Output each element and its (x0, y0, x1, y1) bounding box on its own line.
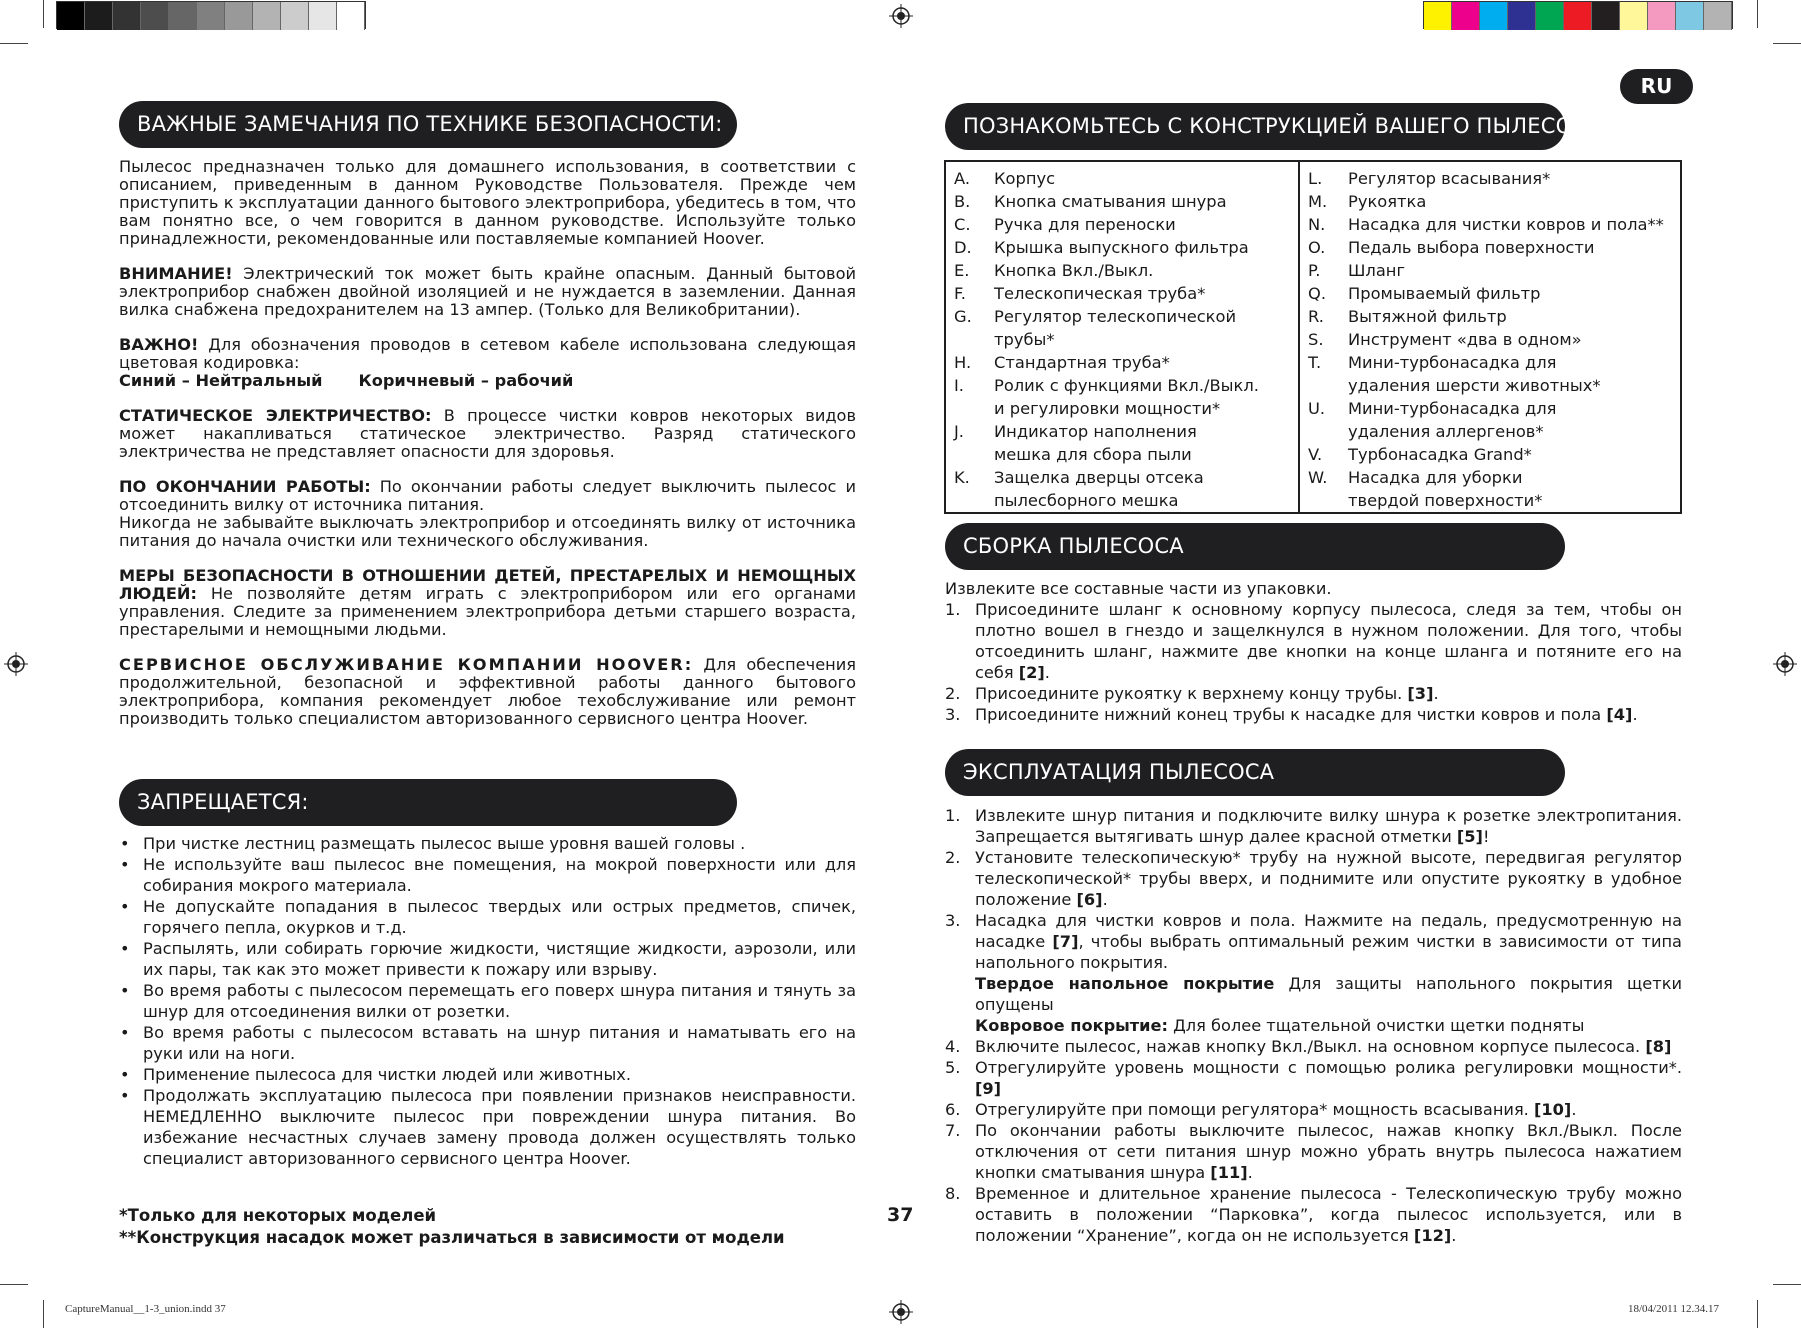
part-letter: P. (1308, 261, 1321, 280)
list-item: • При чистке лестниц размещать пылесос выше уровня вашей головы . (119, 833, 856, 854)
part-letter: K. (954, 468, 970, 487)
children-text: Не позволяйте детям играть с электроприбором или его органами управления. Следите за применением электроприбора детьми старшего возраста, престарелыми и немощными людьми. (119, 584, 856, 639)
color-swatch (197, 2, 225, 30)
figure-ref: [6] (1076, 890, 1103, 909)
color-swatch (1592, 2, 1620, 30)
part-letter: G. (954, 307, 972, 326)
color-swatch (141, 2, 169, 30)
part-name-line: Шланг (1348, 261, 1405, 280)
assembly-intro: Извлеките все составные части из упаковки. (945, 579, 1332, 598)
parts-row (1308, 236, 1672, 259)
warning-paragraph (119, 265, 856, 319)
crop-mark (43, 1300, 44, 1328)
part-name-line: Регулятор всасывания* (1348, 169, 1551, 188)
part-letter: W. (1308, 468, 1328, 487)
step-text: Извлеките шнур питания и подключите вилку шнура к розетке электропитания. Запрещается вытягивать шнур далее красной отметки (975, 806, 1682, 846)
list-item: • Во время работы с пылесосом вставать на шнур питания и наматывать его на руки или на ноги. (119, 1022, 856, 1064)
children-paragraph (119, 567, 856, 639)
part-name-line: удаления шерсти животных* (1348, 376, 1601, 395)
color-swatch (1564, 2, 1592, 30)
surface-hard-label: Твердое напольное покрытие (975, 974, 1275, 993)
forbidden-list (119, 833, 856, 1169)
important-paragraph (119, 336, 856, 372)
wire-blue: Синий – Нейтральный (119, 371, 323, 390)
safety-section (119, 158, 856, 745)
crop-mark (0, 1284, 28, 1285)
part-name (994, 466, 1204, 512)
step-text: Установите телескопическую* трубу на нужной высоте, передвигая регулятор телескопической* трубы вверх, и поднимите или опустите рукоятку в удобное положение (975, 848, 1682, 909)
color-swatch (1452, 2, 1480, 30)
part-name (1348, 190, 1426, 213)
figure-ref: [9] (975, 1079, 1002, 1098)
color-swatch (281, 2, 309, 30)
part-letter: B. (954, 192, 971, 211)
color-swatch (85, 2, 113, 30)
crop-mark (1773, 43, 1801, 44)
step-number: 8. (945, 1184, 961, 1203)
part-letter: M. (1308, 192, 1328, 211)
step-text: По окончании работы выключите пылесос, нажав кнопку Вкл./Выкл. После отключения от сети питания шнур можно убрать внутрь пылесоса нажатием кнопки сматывания шнура (975, 1121, 1682, 1182)
part-name-line: Защелка дверцы отсека (994, 468, 1204, 487)
usage-heading: ЭКСПЛУАТАЦИЯ ПЫЛЕСОСА (945, 749, 1565, 796)
part-name-line: мешка для сбора пыли (994, 445, 1192, 464)
part-name-line: твердой поверхности* (1348, 491, 1543, 510)
color-swatch (225, 2, 253, 30)
parts-row (1308, 443, 1672, 466)
part-letter: E. (954, 261, 970, 280)
part-name-line: Инструмент «два в одном» (1348, 330, 1582, 349)
parts-row (954, 190, 1290, 213)
gray-color-bar (56, 1, 366, 29)
part-letter: L. (1308, 169, 1323, 188)
list-item: • Распылять, или собирать горючие жидкости, чистящие жидкости, аэрозоли, или их пары, так как это может привести к пожару или взрыву. (119, 938, 856, 980)
step-item (945, 704, 1682, 725)
step-tail: . (1571, 1100, 1577, 1119)
step-number: 2. (945, 684, 961, 703)
step-number: 2. (945, 848, 961, 867)
service-text: Для обеспечения продолжительной, безопасной и эффективной работы данного бытового электроприбора, компания рекомендует любое техобслуживание или ремонт производить только специалистом авторизованного сервисного центра Hoover. (119, 655, 856, 728)
parts-heading: ПОЗНАКОМЬТЕСЬ С КОНСТРУКЦИЕЙ ВАШЕГО ПЫЛЕСОСА (945, 103, 1565, 150)
surface-carpet (945, 1015, 1682, 1036)
step-item (945, 910, 1682, 973)
part-letter: I. (954, 376, 964, 395)
crop-mark (0, 43, 28, 44)
footnotes (119, 1205, 785, 1249)
color-swatch (309, 2, 337, 30)
children-label: МЕРЫ БЕЗОПАСНОСТИ В ОТНОШЕНИИ ДЕТЕЙ, ПРЕСТАРЕЛЫХ И НЕМОЩНЫХ ЛЮДЕЙ: (119, 566, 856, 603)
parts-row (1308, 466, 1672, 512)
parts-row (954, 305, 1290, 351)
parts-row (954, 213, 1290, 236)
part-name (1348, 213, 1664, 236)
color-swatch (1704, 2, 1732, 30)
parts-row (954, 282, 1290, 305)
step-text: Присоедините нижний конец трубы к насадке для чистки ковров и пола (975, 705, 1607, 724)
step-number: 5. (945, 1058, 961, 1077)
parts-row (954, 259, 1290, 282)
color-swatch (1508, 2, 1536, 30)
process-color-bar (1423, 1, 1733, 29)
after-work-text-2: Никогда не забывайте выключать электроприбор и отсоединять вилку от источника питания до начала очистки или технического обслуживания. (119, 513, 856, 550)
crop-mark (1773, 1284, 1801, 1285)
assembly-steps (945, 599, 1682, 725)
color-swatch (1676, 2, 1704, 30)
part-name-line: пылесборного мешка (994, 491, 1179, 510)
part-name-line: Турбонасадка Grand* (1348, 445, 1532, 464)
color-swatch (1620, 2, 1648, 30)
registration-mark-icon (1773, 652, 1797, 676)
assembly-heading: СБОРКА ПЫЛЕСОСА (945, 523, 1565, 570)
part-name (1348, 328, 1582, 351)
figure-ref: [8] (1645, 1037, 1672, 1056)
step-tail: . (1044, 663, 1050, 682)
part-name-line: Ролик с функциями Вкл./Выкл. (994, 376, 1259, 395)
part-name (994, 213, 1176, 236)
step-number: 1. (945, 806, 961, 825)
part-name (994, 236, 1249, 259)
parts-row (1308, 190, 1672, 213)
color-swatch (253, 2, 281, 30)
slug-date: 18/04/2011 12.34.17 (1628, 1303, 1719, 1315)
part-letter: V. (1308, 445, 1323, 464)
part-letter: O. (1308, 238, 1326, 257)
step-text: Присоедините шланг к основному корпусу пылесоса, следя за тем, чтобы он плотно вошел в гнездо и защелкнулся в нужном положении. Для того, чтобы отсоединить шланг, нажмите две кнопки на конце шланга и потяните его на себя (975, 600, 1682, 682)
step-item (945, 1057, 1682, 1099)
part-name-line: Кнопка сматывания шнура (994, 192, 1227, 211)
safety-heading: ВАЖНЫЕ ЗАМЕЧАНИЯ ПО ТЕХНИКЕ БЕЗОПАСНОСТИ: (119, 101, 737, 148)
step-number: 3. (945, 911, 961, 930)
step-item (945, 1183, 1682, 1246)
list-item: • Продолжать эксплуатацию пылесоса при появлении признаков неисправности. НЕМЕДЛЕННО выключите пылесос при повреждении шнура питания. Во избежание несчастных случаев замену провода должен осуществлять только специалист авторизованного сервисного центра Hoover. (119, 1085, 856, 1169)
important-label: ВАЖНО! (119, 335, 199, 354)
parts-row (1308, 213, 1672, 236)
step-tail: ! (1482, 827, 1490, 846)
parts-column-right (1300, 162, 1680, 512)
part-name (994, 305, 1290, 351)
surface-hard (945, 973, 1682, 1015)
figure-ref: [5] (1456, 827, 1483, 846)
step-text: Временное и длительное хранение пылесоса - Телескопическую трубу можно оставить в положении “Парковка”, когда пылесос используется, или в положении “Хранение”, когда он не используется (975, 1184, 1682, 1245)
part-name (994, 420, 1197, 466)
safety-intro: Пылесос предназначен только для домашнего использования, в соответствии с описанием, приведенным в данном Руководстве Пользователя. Прежде чем приступить к эксплуатации данного бытового электроприбора, убедитесь в том, что вам понятно все, о чем говорится в данном руководстве. Используйте только принадлежности, рекомендованные или поставляемые компанией Hoover. (119, 157, 856, 248)
list-item: • Не допускайте попадания в пылесос твердых или острых предметов, спичек, горячего пепла, окурков и т.д. (119, 896, 856, 938)
part-name-line: и регулировки мощности* (994, 399, 1221, 418)
figure-ref: [2] (1018, 663, 1045, 682)
part-letter: A. (954, 169, 971, 188)
parts-row (954, 466, 1290, 512)
figure-ref: [7] (1052, 932, 1079, 951)
step-text: Включите пылесос, нажав кнопку Вкл./Выкл. на основном корпусе пылесоса. (975, 1037, 1646, 1056)
step-item (945, 599, 1682, 683)
part-letter: U. (1308, 399, 1326, 418)
part-name-line: Мини-турбонасадка для (1348, 399, 1557, 418)
part-letter: J. (954, 422, 964, 441)
part-letter: F. (954, 284, 966, 303)
part-name-line: Педаль выбора поверхности (1348, 238, 1595, 257)
step-text: Насадка для чистки ковров и пола. Нажмите на педаль, предусмотренную на насадке (975, 911, 1682, 951)
parts-row (954, 167, 1290, 190)
step-tail: . (1247, 1163, 1253, 1182)
color-swatch (1424, 2, 1452, 30)
part-name (1348, 351, 1601, 397)
part-letter: C. (954, 215, 971, 234)
assembly-section (945, 578, 1682, 725)
color-swatch (113, 2, 141, 30)
part-name (1348, 236, 1594, 259)
after-work-text: По окончании работы следует выключить пылесос и отсоединить вилку от источника питания. (119, 477, 856, 514)
part-name (1348, 167, 1550, 190)
usage-section (945, 805, 1682, 1246)
footnote-models: *Только для некоторых моделей (119, 1206, 437, 1225)
static-text: В процессе чистки ковров некоторых видов может накапливаться статическое электричество. Разряд статического электричества не представляет опасности для здоровья. (119, 406, 856, 461)
step-text: Присоедините рукоятку к верхнему концу трубы. (975, 684, 1408, 703)
part-name (994, 259, 1153, 282)
part-letter: S. (1308, 330, 1324, 349)
part-name (994, 282, 1205, 305)
part-name (1348, 259, 1405, 282)
step-number: 6. (945, 1100, 961, 1119)
slug-filename: CaptureManual__1-3_union.indd 37 (65, 1303, 226, 1315)
part-name-line: Телескопическая труба* (994, 284, 1206, 303)
parts-row (954, 351, 1290, 374)
important-text: Для обозначения проводов в сетевом кабеле использована следующая цветовая кодировка: (119, 335, 856, 372)
parts-row (1308, 328, 1672, 351)
step-tail: . (1451, 1226, 1457, 1245)
wire-color-codes (119, 372, 856, 390)
part-name-line: Ручка для переноски (994, 215, 1176, 234)
crop-mark (1757, 1300, 1758, 1328)
crop-mark (1757, 0, 1758, 28)
step-text: Отрегулируйте при помощи регулятора* мощность всасывания. (975, 1100, 1534, 1119)
part-name (1348, 282, 1540, 305)
figure-ref: [11] (1210, 1163, 1248, 1182)
parts-row (954, 374, 1290, 420)
step-text: Отрегулируйте уровень мощности с помощью ролика регулировки мощности*. (975, 1058, 1682, 1077)
step-item (945, 1120, 1682, 1183)
color-swatch (1536, 2, 1564, 30)
parts-row (1308, 305, 1672, 328)
part-letter: R. (1308, 307, 1324, 326)
parts-row (1308, 167, 1672, 190)
color-swatch (1480, 2, 1508, 30)
part-letter: T. (1308, 353, 1322, 372)
part-name-line: Мини-турбонасадка для (1348, 353, 1557, 372)
warning-text: Электрический ток может быть крайне опасным. Данный бытовой электроприбор снабжен двойной изоляцией и не нуждается в заземлении. Данная вилка снабжена предохранителем на 13 ампер. (Только для Великобритании). (119, 264, 856, 319)
page-number: 37 (887, 1204, 914, 1226)
part-name-line: Стандартная труба* (994, 353, 1170, 372)
figure-ref: [12] (1413, 1226, 1452, 1245)
part-name (994, 351, 1170, 374)
step-item (945, 683, 1682, 704)
part-name-line: Рукоятка (1348, 192, 1427, 211)
part-name-line: Промываемый фильтр (1348, 284, 1541, 303)
part-name-line: Насадка для уборки (1348, 468, 1523, 487)
part-letter: D. (954, 238, 972, 257)
part-name-line: Насадка для чистки ковров и пола** (1348, 215, 1664, 234)
part-name-line: Регулятор телескопической трубы* (994, 307, 1237, 349)
warning-label: ВНИМАНИЕ! (119, 264, 233, 283)
step-item (945, 1036, 1682, 1057)
step-number: 7. (945, 1121, 961, 1140)
registration-mark-icon (4, 652, 28, 676)
static-label: СТАТИЧЕСКОЕ ЭЛЕКТРИЧЕСТВО: (119, 406, 432, 425)
step-item (945, 1099, 1682, 1120)
figure-ref: [3] (1407, 684, 1434, 703)
parts-column-left (946, 162, 1300, 512)
surface-carpet-label: Ковровое покрытие: (975, 1016, 1168, 1035)
registration-mark-icon (889, 4, 913, 28)
footnote-nozzles: **Конструкция насадок может различаться в зависимости от модели (119, 1228, 785, 1247)
color-swatch (57, 2, 85, 30)
parts-row (1308, 397, 1672, 443)
figure-ref: [10] (1533, 1100, 1572, 1119)
step-item (945, 847, 1682, 910)
color-swatch (337, 2, 365, 30)
part-name-line: Крышка выпускного фильтра (994, 238, 1249, 257)
part-name (1348, 443, 1532, 466)
crop-mark (43, 0, 44, 28)
usage-steps (945, 805, 1682, 1246)
step-tail: , чтобы выбрать оптимальный режим чистки в зависимости от типа напольного покрытия. (975, 932, 1682, 972)
service-label: СЕРВИСНОЕ ОБСЛУЖИВАНИЕ КОМПАНИИ HOOVER: (119, 655, 694, 674)
part-letter: Q. (1308, 284, 1326, 303)
color-swatch (169, 2, 197, 30)
step-number: 4. (945, 1037, 961, 1056)
static-paragraph (119, 407, 856, 461)
part-name-line: Вытяжной фильтр (1348, 307, 1507, 326)
part-name (994, 374, 1259, 420)
parts-row (1308, 259, 1672, 282)
part-name (994, 167, 1055, 190)
part-name-line: Индикатор наполнения (994, 422, 1197, 441)
part-name (1348, 397, 1556, 443)
surface-carpet-text: Для более тщательной очистки щетки подняты (1167, 1016, 1585, 1035)
figure-ref: [4] (1606, 705, 1633, 724)
step-tail: . (1102, 890, 1108, 909)
after-work-paragraph (119, 478, 856, 514)
part-name (994, 190, 1227, 213)
part-name-line: Корпус (994, 169, 1056, 188)
step-tail: . (1433, 684, 1439, 703)
parts-row (954, 236, 1290, 259)
parts-table (944, 160, 1682, 514)
list-item: • Не используйте ваш пылесос вне помещения, на мокрой поверхности или для собирания мокрого материала. (119, 854, 856, 896)
part-name (1348, 305, 1507, 328)
parts-row (1308, 282, 1672, 305)
part-name-line: удаления аллергенов* (1348, 422, 1544, 441)
forbidden-heading: ЗАПРЕЩАЕТСЯ: (119, 779, 737, 826)
parts-row (954, 420, 1290, 466)
part-letter: N. (1308, 215, 1326, 234)
surface-hard-text: Для защиты напольного покрытия щетки опущены (975, 974, 1682, 1014)
list-item: • Применение пылесоса для чистки людей или животных. (119, 1064, 856, 1085)
step-tail: . (1632, 705, 1638, 724)
step-number: 1. (945, 600, 961, 619)
list-item: • Во время работы с пылесосом перемещать его поверх шнура питания и тянуть за шнур для отсоединения вилки от розетки. (119, 980, 856, 1022)
color-swatch (1648, 2, 1676, 30)
language-badge: RU (1620, 69, 1693, 104)
part-name (1348, 466, 1542, 512)
step-number: 3. (945, 705, 961, 724)
parts-row (1308, 351, 1672, 397)
after-work-label: ПО ОКОНЧАНИИ РАБОТЫ: (119, 477, 371, 496)
service-paragraph (119, 656, 856, 728)
registration-mark-icon (889, 1300, 913, 1324)
part-name-line: Кнопка Вкл./Выкл. (994, 261, 1154, 280)
part-letter: H. (954, 353, 972, 372)
wire-brown: Коричневый – рабочий (358, 371, 574, 390)
step-item (945, 805, 1682, 847)
